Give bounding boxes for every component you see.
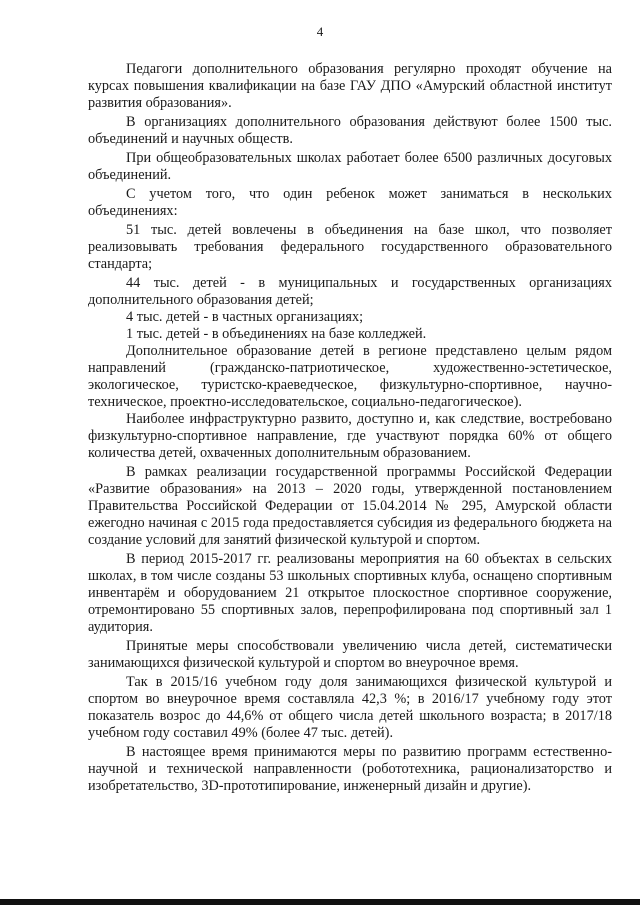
paragraph: 1 тыс. детей - в объединениях на базе колледжей.: [126, 326, 427, 342]
paragraph: В период 2015-2017 гг. реализованы мероприятия на 60 объектах в сельских школах, в том числе созданы 53 школьных спортивных клуба, оснащено спортивным инвентарём и оборудованием 21 открытое плоскостное спортивное сооружение, отремонтировано 55 спортивных залов, перепрофилирована под спортивный зал 1 аудитория.: [88, 551, 612, 635]
paragraph: Педагоги дополнительного образования регулярно проходят обучение на курсах повышения квалификации на базе ГАУ ДПО «Амурский областной институт развития образования».: [88, 61, 612, 111]
paragraph: 4 тыс. детей - в частных организациях;: [126, 309, 364, 325]
paragraph: При общеобразовательных школах работает более 6500 различных досуговых объединений.: [88, 150, 612, 183]
page-number: 4: [316, 24, 324, 39]
paragraph: 44 тыс. детей - в муниципальных и государственных организациях дополнительного образования детей;: [88, 275, 612, 308]
scan-edge: [0, 899, 640, 905]
document-body: [88, 61, 612, 795]
paragraph: С учетом того, что один ребенок может заниматься в нескольких объединениях:: [88, 186, 612, 219]
paragraph: В организациях дополнительного образования действуют более 1500 тыс. объединений и научных обществ.: [88, 114, 612, 147]
paragraph: Наиболее инфраструктурно развито, доступно и, как следствие, востребовано физкультурно-спортивное направление, где участвуют порядка 60% от общего количества детей, охваченных дополнительным образованием.: [88, 411, 612, 461]
paragraph: В настоящее время принимаются меры по развитию программ естественно-научной и технической направленности (робототехника, рационализаторство и изобретательство, 3D-прототипирование, инженерный дизайн и другие).: [88, 744, 612, 794]
paragraph: Принятые меры способствовали увеличению числа детей, систематически занимающихся физической культурой и спортом во внеурочное время.: [88, 638, 612, 671]
paragraph: В рамках реализации государственной программы Российской Федерации «Развитие образования» на 2013 – 2020 годы, утвержденной постановлением Правительства Российской Федерации от 15.04.2014 № 295, Амурской области ежегодно начиная с 2015 года предоставляется субсидия из федерального бюджета на создание условий для занятий физической культурой и спортом.: [88, 464, 612, 548]
paragraph: 51 тыс. детей вовлечены в объединения на базе школ, что позволяет реализовывать требования федерального государственного образовательного стандарта;: [88, 222, 612, 272]
paragraph: Дополнительное образование детей в регионе представлено целым рядом направлений (гражданско-патриотическое, художественно-эстетическое, экологическое, туристско-краеведческое, физкультурно-спортивное, научно-техническое, проектно-исследовательское, социально-педагогическое).: [88, 343, 612, 410]
paragraph: Так в 2015/16 учебном году доля занимающихся физической культурой и спортом во внеурочное время составляла 42,3 %; в 2016/17 учебному году этот показатель возрос до 44,6% от общего числа детей школьного возраста; в 2017/18 учебном году составил 49% (более 47 тыс. детей).: [88, 674, 612, 741]
